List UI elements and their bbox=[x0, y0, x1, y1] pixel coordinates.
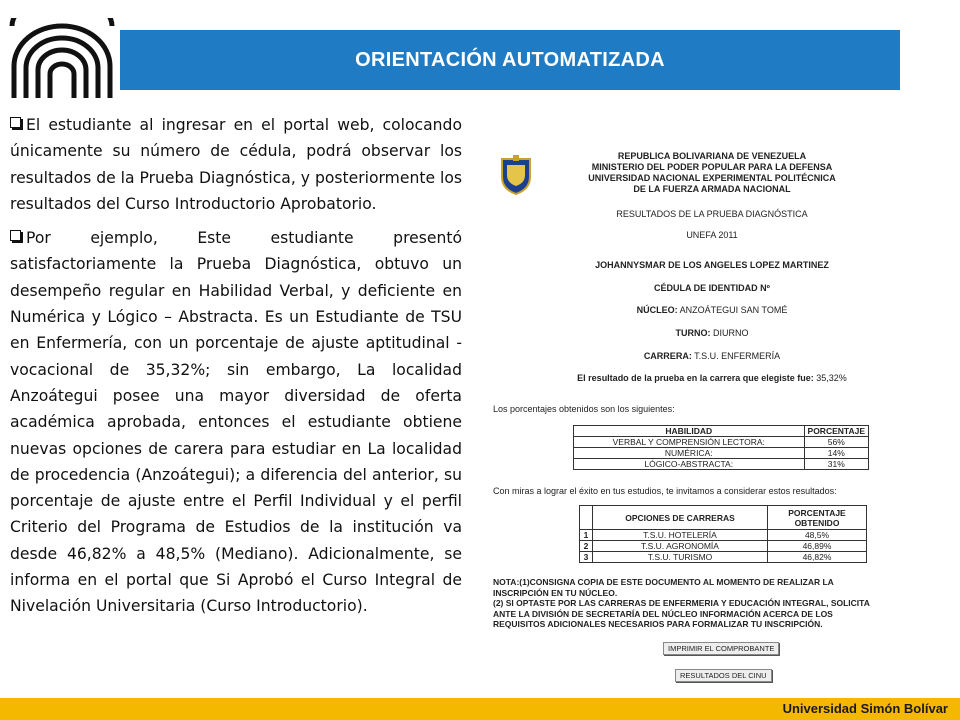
university-logo-icon bbox=[6, 18, 118, 102]
cinu-results-button[interactable]: RESULTADOS DEL CINU bbox=[675, 669, 772, 682]
doc-year: UNEFA 2011 bbox=[686, 230, 738, 240]
nucleo-row: NÚCLEO: ANZOÁTEGUI SAN TOMÉ bbox=[636, 305, 788, 315]
percentages-intro: Los porcentajes obtenidos son los siguientes: bbox=[493, 404, 675, 414]
paragraph-2: Por ejemplo, Este estudiante presentó satisfactoriamente la Prueba Diagnóstica, obtuvo un desempeño regular en Habilidad Verbal, y deficiente en Numérica y Lógico – Abstracta. Es un Estudiante de TSU en Enfermería, con un porcentaje de ajuste aptitudinal - vocacional de 35,32%; sin embargo, La localidad Anzoátegui posee una mayor diversidad de oferta académica aprobada, entonces el estudiante obtiene nuevas opciones de carera para estudiar en La localidad de procedencia (Anzoátegui); a diferencia del anterior, su porcentaje de ajuste entre el Perfil Individual y el perfil Criterio del Programa de Estudios de la institución va desde 46,82% a 48,5% (Mediano). Adicionalmente, se informa en el portal que Si Aprobó el Curso Integral de Nivelación Universitaria (Curso Introductorio). bbox=[10, 229, 462, 616]
checkbox-bullet-icon bbox=[10, 117, 21, 128]
table-row: 2 T.S.U. AGRONOMÍA 46,89% bbox=[580, 541, 867, 552]
checkbox-bullet-icon bbox=[10, 230, 21, 241]
unefa-crest-icon bbox=[499, 153, 533, 195]
table-row: LÓGICO-ABSTRACTA: 31% bbox=[574, 459, 869, 470]
id-label: CÉDULA DE IDENTIDAD Nº bbox=[654, 283, 770, 293]
options-table: OPCIONES DE CARRERAS PORCENTAJE OBTENIDO 1 T.S.U. HOTELERÍA 48,5% 2 T.S.U. AGRONOMÍA 46,89% 3 T.S.U. TURISMO 46,82% bbox=[579, 505, 867, 563]
results-document bbox=[487, 135, 887, 690]
doc-header: REPUBLICA BOLIVARIANA DE VENEZUELA MINISTERIO DEL PODER POPULAR PARA LA DEFENSA UNIVERSIDAD NACIONAL EXPERIMENTAL POLITÉCNICA DE LA FUERZA ARMADA NACIONAL bbox=[588, 151, 836, 194]
options-intro: Con miras a lograr el éxito en tus estudios, te invitamos a considerar estos resultados: bbox=[493, 486, 837, 496]
carrera-row: CARRERA: T.S.U. ENFERMERÍA bbox=[643, 351, 781, 361]
title-bar bbox=[120, 30, 900, 90]
print-receipt-button[interactable]: IMPRIMIR EL COMPROBANTE bbox=[663, 642, 779, 655]
result-row: El resultado de la prueba en la carrera que elegiste fue: 35,32% bbox=[577, 373, 847, 383]
paragraph-1: El estudiante al ingresar en el portal web, colocando únicamente su número de cédula, podrá observar los resultados de la Prueba Diagnóstica, y posteriormente los resultados del Curso Introductorio Aprobatorio. bbox=[10, 116, 462, 213]
body-text bbox=[10, 112, 462, 628]
table-row: 1 T.S.U. HOTELERÍA 48,5% bbox=[580, 530, 867, 541]
skills-table: HABILIDAD PORCENTAJE VERBAL Y COMPRENSIÓN LECTORA: 56% NUMÉRICA: 14% LÓGICO-ABSTRACTA: 31% bbox=[573, 425, 869, 470]
student-name: JOHANNYSMAR DE LOS ANGELES LOPEZ MARTINEZ bbox=[595, 260, 829, 270]
table-row: NUMÉRICA: 14% bbox=[574, 448, 869, 459]
doc-notes: NOTA:(1)CONSIGNA COPIA DE ESTE DOCUMENTO AL MOMENTO DE REALIZAR LA INSCRIPCIÓN EN TU NÚCLEO. (2) SI OPTASTE POR LAS CARRERAS DE ENFERMERIA Y EDUCACIÓN INTEGRAL, SOLICITA ANTE LA DIVISIÓN DE SECRETARÍA DEL NÚCLEO INFORMACIÓN ACERCA DE LOS REQUISITOS ADICIONALES NECESARIOS PARA FORMALIZAR TU INSCRIPCIÓN. bbox=[493, 577, 870, 629]
page-title: ORIENTACIÓN AUTOMATIZADA bbox=[355, 48, 665, 71]
table-row: 3 T.S.U. TURISMO 46,82% bbox=[580, 552, 867, 563]
results-title: RESULTADOS DE LA PRUEBA DIAGNÓSTICA bbox=[616, 209, 808, 219]
footer-bar bbox=[0, 698, 960, 720]
footer-university-name: Universidad Simón Bolívar bbox=[782, 701, 948, 716]
table-row: VERBAL Y COMPRENSIÓN LECTORA: 56% bbox=[574, 437, 869, 448]
turno-row: TURNO: DIURNO bbox=[675, 328, 749, 338]
